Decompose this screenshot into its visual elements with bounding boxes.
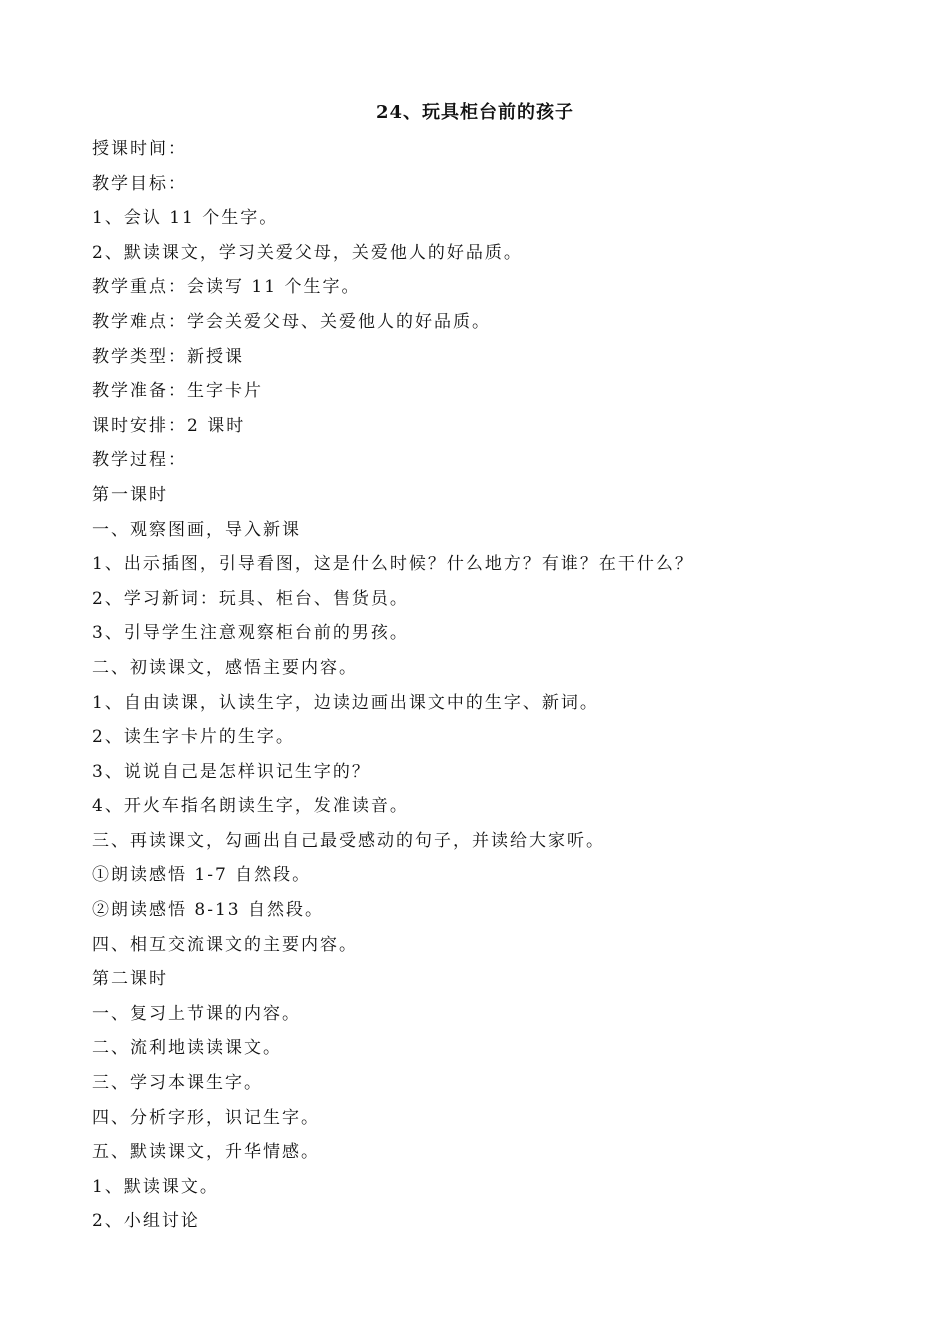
text-line: 三、学习本课生字。 <box>92 1073 263 1094</box>
text-line: 1、会认 11 个生字。 <box>92 208 279 229</box>
text-line: 教学难点：学会关爱父母、关爱他人的好品质。 <box>92 311 491 332</box>
text-line: 一、观察图画，导入新课 <box>92 519 301 540</box>
text-line: 三、再读课文，勾画出自己最受感动的句子，并读给大家听。 <box>92 830 605 851</box>
text-line: 3、说说自己是怎样识记生字的？ <box>92 761 371 782</box>
text-line: 教学类型：新授课 <box>92 346 244 367</box>
text-line: 一、复习上节课的内容。 <box>92 1003 301 1024</box>
text-line: 第二课时 <box>92 969 168 990</box>
text-line: 教学重点：会读写 11 个生字。 <box>92 277 361 298</box>
document-body <box>92 132 872 1239</box>
text-line: 二、初读课文，感悟主要内容。 <box>92 657 358 678</box>
text-line: 教学过程： <box>92 450 187 471</box>
text-line: 四、相互交流课文的主要内容。 <box>92 934 358 955</box>
text-line: 第一课时 <box>92 484 168 505</box>
text-line: 教学准备：生字卡片 <box>92 381 263 402</box>
text-line: 二、流利地读读课文。 <box>92 1038 282 1059</box>
text-line: 2、小组讨论 <box>92 1211 200 1232</box>
text-line: 3、引导学生注意观察柜台前的男孩。 <box>92 623 409 644</box>
text-line: 课时安排：2 课时 <box>92 415 246 436</box>
text-line: 2、读生字卡片的生字。 <box>92 727 295 748</box>
text-line: 1、自由读课，认读生字，边读边画出课文中的生字、新词。 <box>92 692 599 713</box>
document-title: 24、玩具柜台前的孩子 <box>375 102 575 123</box>
text-line: ①朗读感悟 1-7 自然段。 <box>92 865 312 886</box>
text-line: 教学目标： <box>92 173 187 194</box>
text-line: 2、默读课文，学习关爱父母，关爱他人的好品质。 <box>92 242 523 263</box>
text-line: 1、出示插图，引导看图，这是什么时候？什么地方？有谁？在干什么？ <box>92 554 694 575</box>
text-line: 2、学习新词：玩具、柜台、售货员。 <box>92 588 409 609</box>
text-line: ②朗读感悟 8-13 自然段。 <box>92 900 324 921</box>
text-line: 1、默读课文。 <box>92 1176 219 1197</box>
text-line: 4、开火车指名朗读生字，发准读音。 <box>92 796 409 817</box>
text-line: 五、默读课文，升华情感。 <box>92 1142 320 1163</box>
text-line: 四、分析字形，识记生字。 <box>92 1107 320 1128</box>
text-line: 授课时间： <box>92 139 187 159</box>
